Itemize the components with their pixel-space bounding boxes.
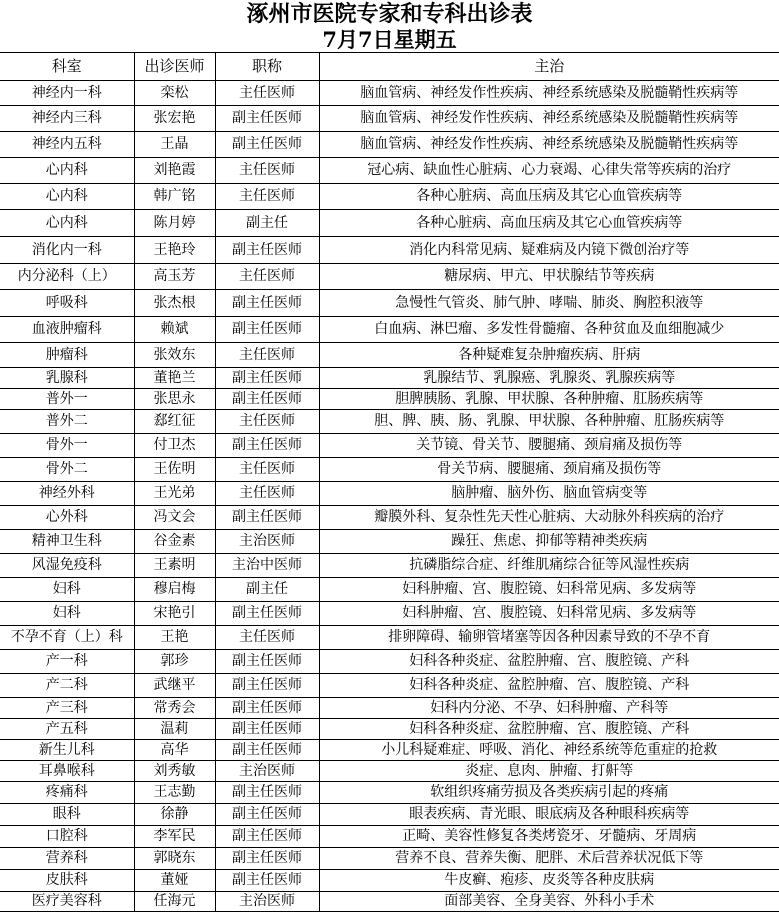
cell-title: 主任医师 [215, 183, 319, 209]
cell-specialty: 白血病、淋巴瘤、多发性骨髓瘤、各种贫血及血细胞减少 [319, 316, 779, 342]
cell-department: 心内科 [0, 209, 134, 236]
cell-doctor: 高玉芳 [134, 263, 215, 289]
cell-title: 主治医师 [215, 529, 319, 553]
cell-doctor: 王素明 [134, 553, 215, 577]
cell-doctor: 王佐明 [134, 457, 215, 481]
table-row [0, 869, 779, 891]
cell-department: 产一科 [0, 649, 134, 673]
cell-doctor: 王志勤 [134, 781, 215, 803]
cell-doctor: 陈月婷 [134, 209, 215, 236]
cell-doctor: 武继平 [134, 673, 215, 697]
cell-department: 新生儿科 [0, 739, 134, 760]
table-row [0, 718, 779, 739]
header-title: 职称 [215, 53, 319, 80]
cell-doctor: 郭晓东 [134, 847, 215, 869]
cell-title: 副主任医师 [215, 825, 319, 847]
cell-specialty: 妇科肿瘤、宫、腹腔镜、妇科常见病、多发病等 [319, 601, 779, 625]
cell-specialty: 小儿科疑难症、呼吸、消化、神经系统等危重症的抢救 [319, 739, 779, 760]
cell-specialty: 急慢性气管炎、肺气肿、哮喘、肺炎、胸腔积液等 [319, 289, 779, 316]
cell-department: 神经内三科 [0, 105, 134, 131]
cell-title: 主治医师 [215, 760, 319, 781]
cell-doctor: 宋艳引 [134, 601, 215, 625]
cell-title: 副主任医师 [215, 718, 319, 739]
table-row [0, 433, 779, 457]
table-row [0, 342, 779, 367]
cell-specialty: 骨关节病、腰腿痛、颈肩痛及损伤等 [319, 457, 779, 481]
cell-doctor: 王艳玲 [134, 236, 215, 263]
cell-department: 不孕不育（上）科 [0, 625, 134, 649]
cell-title: 副主任医师 [215, 847, 319, 869]
cell-title: 副主任医师 [215, 803, 319, 825]
cell-doctor: 王晶 [134, 131, 215, 157]
table-row [0, 131, 779, 157]
cell-specialty: 妇科各种炎症、盆腔肿瘤、宫、腹腔镜、产科 [319, 673, 779, 697]
cell-department: 眼科 [0, 803, 134, 825]
cell-title: 副主任医师 [215, 673, 319, 697]
cell-title: 主任医师 [215, 481, 319, 505]
table-row [0, 847, 779, 869]
table-row [0, 577, 779, 601]
cell-title: 副主任医师 [215, 739, 319, 760]
cell-title: 副主任医师 [215, 388, 319, 409]
cell-specialty: 乳腺结节、乳腺癌、乳腺炎、乳腺疾病等 [319, 367, 779, 388]
cell-title: 副主任医师 [215, 505, 319, 529]
cell-title: 主任医师 [215, 457, 319, 481]
table-row [0, 157, 779, 183]
table-row [0, 183, 779, 209]
cell-department: 妇科 [0, 601, 134, 625]
table-row [0, 367, 779, 388]
cell-doctor: 谷金素 [134, 529, 215, 553]
cell-specialty: 正畸、美容性修复各类烤瓷牙、牙髓病、牙周病 [319, 825, 779, 847]
cell-doctor: 任海元 [134, 891, 215, 911]
table-row [0, 209, 779, 236]
cell-doctor: 王艳 [134, 625, 215, 649]
cell-doctor: 张思永 [134, 388, 215, 409]
cell-department: 神经内一科 [0, 80, 134, 105]
cell-department: 骨外一 [0, 433, 134, 457]
cell-specialty: 各种疑难复杂肿瘤疾病、肝病 [319, 342, 779, 367]
table-row [0, 388, 779, 409]
table-row [0, 316, 779, 342]
cell-title: 副主任医师 [215, 697, 319, 718]
cell-specialty: 营养不良、营养失衡、肥胖、术后营养状况低下等 [319, 847, 779, 869]
cell-doctor: 张宏艳 [134, 105, 215, 131]
cell-specialty: 关节镜、骨关节、腰腿痛、颈肩痛及损伤等 [319, 433, 779, 457]
cell-doctor: 穆启梅 [134, 577, 215, 601]
cell-specialty: 脑血管病、神经发作性疾病、神经系统感染及脱髓鞘性疾病等 [319, 105, 779, 131]
cell-specialty: 瓣膜外科、复杂性先天性心脏病、大动脉外科疾病的治疗 [319, 505, 779, 529]
cell-doctor: 常秀会 [134, 697, 215, 718]
cell-department: 疼痛科 [0, 781, 134, 803]
table-row [0, 625, 779, 649]
table-row [0, 891, 779, 911]
cell-doctor: 赖斌 [134, 316, 215, 342]
cell-title: 副主任医师 [215, 781, 319, 803]
table-row [0, 673, 779, 697]
cell-specialty: 消化内科常见病、疑难病及内镜下微创治疗等 [319, 236, 779, 263]
table-row [0, 649, 779, 673]
cell-specialty: 妇科内分泌、不孕、妇科肿瘤、产科等 [319, 697, 779, 718]
cell-specialty: 妇科各种炎症、盆腔肿瘤、宫、腹腔镜、产科 [319, 649, 779, 673]
header-department: 科室 [0, 53, 134, 80]
cell-doctor: 刘艳霞 [134, 157, 215, 183]
cell-specialty: 胆、脾、胰、肠、乳腺、甲状腺、各种肿瘤、肛肠疾病等 [319, 409, 779, 433]
cell-department: 普外一 [0, 388, 134, 409]
cell-department: 心外科 [0, 505, 134, 529]
table-row [0, 529, 779, 553]
cell-department: 神经外科 [0, 481, 134, 505]
table-row [0, 803, 779, 825]
schedule-table [0, 53, 779, 912]
cell-title: 副主任医师 [215, 236, 319, 263]
cell-department: 乳腺科 [0, 367, 134, 388]
cell-doctor: 张效东 [134, 342, 215, 367]
cell-department: 肿瘤科 [0, 342, 134, 367]
cell-department: 精神卫生科 [0, 529, 134, 553]
cell-doctor: 张杰根 [134, 289, 215, 316]
cell-title: 主治中医师 [215, 553, 319, 577]
cell-specialty: 脑肿瘤、脑外伤、脑血管病变等 [319, 481, 779, 505]
cell-department: 皮肤科 [0, 869, 134, 891]
cell-doctor: 徐静 [134, 803, 215, 825]
cell-department: 风湿免疫科 [0, 553, 134, 577]
table-row [0, 236, 779, 263]
cell-doctor: 郭珍 [134, 649, 215, 673]
table-row [0, 409, 779, 433]
cell-specialty: 牛皮癣、疱疹、皮炎等各种皮肤病 [319, 869, 779, 891]
cell-title: 副主任医师 [215, 649, 319, 673]
cell-doctor: 王光弟 [134, 481, 215, 505]
table-row [0, 760, 779, 781]
cell-specialty: 各种心脏病、高血压病及其它心血管疾病等 [319, 183, 779, 209]
table-row [0, 263, 779, 289]
cell-department: 普外二 [0, 409, 134, 433]
cell-department: 神经内五科 [0, 131, 134, 157]
cell-doctor: 付卫杰 [134, 433, 215, 457]
cell-doctor: 温莉 [134, 718, 215, 739]
cell-doctor: 郄红征 [134, 409, 215, 433]
cell-department: 妇科 [0, 577, 134, 601]
cell-specialty: 糖尿病、甲亢、甲状腺结节等疾病 [319, 263, 779, 289]
table-row [0, 601, 779, 625]
cell-department: 产五科 [0, 718, 134, 739]
cell-department: 血液肿瘤科 [0, 316, 134, 342]
cell-department: 呼吸科 [0, 289, 134, 316]
table-row [0, 781, 779, 803]
cell-title: 副主任医师 [215, 869, 319, 891]
cell-title: 主任医师 [215, 342, 319, 367]
cell-specialty: 妇科肿瘤、宫、腹腔镜、妇科常见病、多发病等 [319, 577, 779, 601]
cell-specialty: 胆脾胰肠、乳腺、甲状腺、各种肿瘤、肛肠疾病等 [319, 388, 779, 409]
cell-doctor: 冯文会 [134, 505, 215, 529]
cell-title: 副主任医师 [215, 289, 319, 316]
cell-title: 副主任医师 [215, 105, 319, 131]
cell-doctor: 李军民 [134, 825, 215, 847]
cell-specialty: 软组织疼痛劳损及各类疾病引起的疼痛 [319, 781, 779, 803]
table-header-row [0, 53, 779, 80]
table-row [0, 739, 779, 760]
cell-department: 骨外二 [0, 457, 134, 481]
cell-doctor: 栾松 [134, 80, 215, 105]
cell-department: 产三科 [0, 697, 134, 718]
table-row [0, 697, 779, 718]
cell-specialty: 眼表疾病、青光眼、眼底病及各种眼科疾病等 [319, 803, 779, 825]
cell-title: 副主任医师 [215, 367, 319, 388]
cell-title: 副主任医师 [215, 131, 319, 157]
cell-title: 主任医师 [215, 625, 319, 649]
cell-specialty: 冠心病、缺血性心脏病、心力衰竭、心律失常等疾病的治疗 [319, 157, 779, 183]
cell-title: 主治医师 [215, 891, 319, 911]
cell-department: 耳鼻喉科 [0, 760, 134, 781]
table-row [0, 289, 779, 316]
cell-department: 心内科 [0, 183, 134, 209]
table-row [0, 105, 779, 131]
schedule-table-body [0, 53, 779, 911]
cell-title: 副主任 [215, 209, 319, 236]
schedule-date: 7月7日星期五 [0, 28, 779, 53]
cell-department: 医疗美容科 [0, 891, 134, 911]
cell-title: 主任医师 [215, 157, 319, 183]
cell-department: 口腔科 [0, 825, 134, 847]
cell-specialty: 抗磷脂综合症、纤维肌痛综合征等风湿性疾病 [319, 553, 779, 577]
cell-department: 内分泌科（上） [0, 263, 134, 289]
cell-title: 主任医师 [215, 409, 319, 433]
cell-doctor: 董艳兰 [134, 367, 215, 388]
cell-doctor: 刘秀敏 [134, 760, 215, 781]
table-row [0, 80, 779, 105]
table-row [0, 481, 779, 505]
cell-specialty: 脑血管病、神经发作性疾病、神经系统感染及脱髓鞘性疾病等 [319, 80, 779, 105]
cell-doctor: 董娅 [134, 869, 215, 891]
page-title: 涿州市医院专家和专科出诊表 [246, 1, 533, 27]
header-specialty: 主治 [319, 53, 779, 80]
header-doctor: 出诊医师 [134, 53, 215, 80]
cell-specialty: 炎症、息肉、肿瘤、打鼾等 [319, 760, 779, 781]
cell-department: 心内科 [0, 157, 134, 183]
cell-department: 产二科 [0, 673, 134, 697]
table-row [0, 457, 779, 481]
cell-specialty: 妇科各种炎症、盆腔肿瘤、宫、腹腔镜、产科 [319, 718, 779, 739]
cell-title: 主任医师 [215, 263, 319, 289]
cell-title: 副主任医师 [215, 433, 319, 457]
cell-title: 主任医师 [215, 80, 319, 105]
cell-title: 副主任医师 [215, 316, 319, 342]
cell-title: 副主任医师 [215, 601, 319, 625]
cell-specialty: 脑血管病、神经发作性疾病、神经系统感染及脱髓鞘性疾病等 [319, 131, 779, 157]
cell-doctor: 韩广铭 [134, 183, 215, 209]
cell-department: 消化内一科 [0, 236, 134, 263]
table-row [0, 553, 779, 577]
table-row [0, 505, 779, 529]
cell-specialty: 排卵障碍、输卵管堵塞等因各种因素导致的不孕不育 [319, 625, 779, 649]
cell-specialty: 躁狂、焦虑、抑郁等精神类疾病 [319, 529, 779, 553]
cell-department: 营养科 [0, 847, 134, 869]
cell-title: 副主任 [215, 577, 319, 601]
cell-doctor: 高华 [134, 739, 215, 760]
cell-specialty: 各种心脏病、高血压病及其它心血管疾病等 [319, 209, 779, 236]
cell-specialty: 面部美容、全身美容、外科小手术 [319, 891, 779, 911]
table-row [0, 825, 779, 847]
